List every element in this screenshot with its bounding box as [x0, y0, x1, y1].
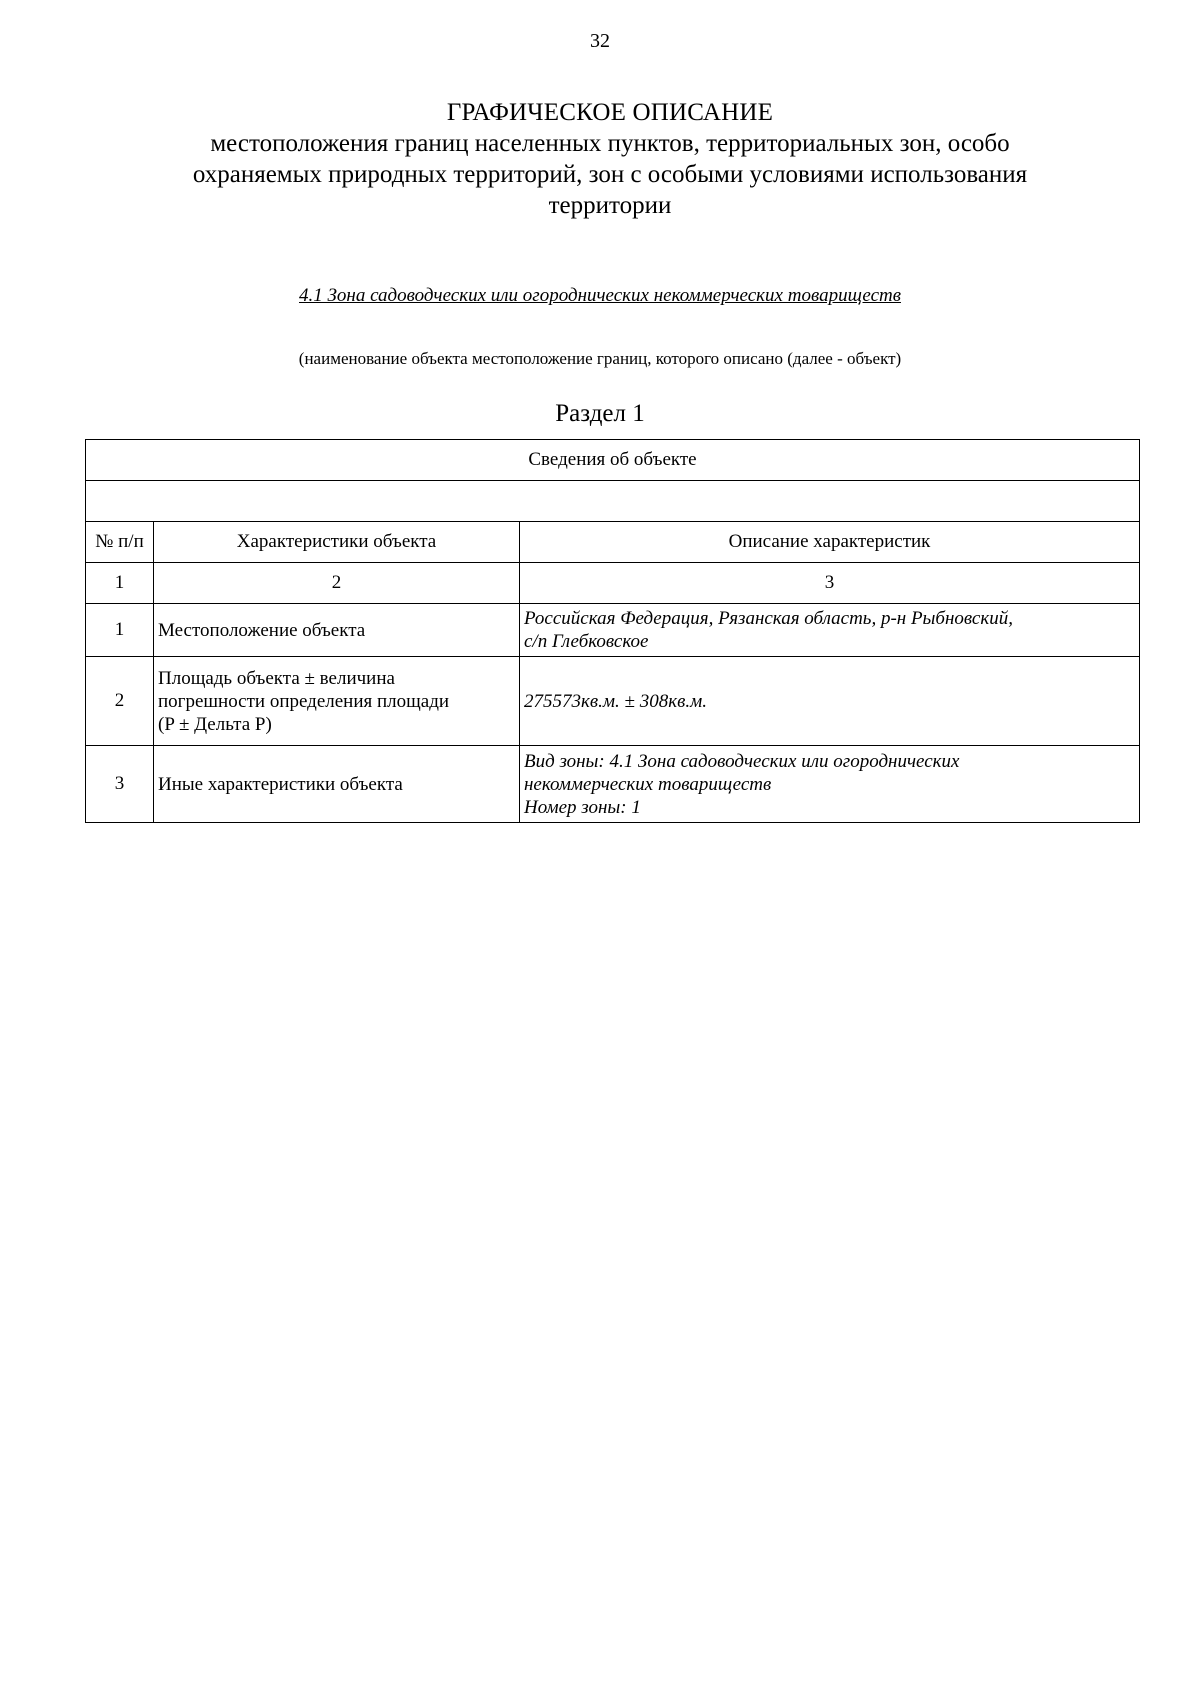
header-characteristic: Характеристики объекта — [154, 522, 520, 563]
title-main: ГРАФИЧЕСКОЕ ОПИСАНИЕ — [446, 99, 774, 126]
title-subtitle-line: территории — [548, 192, 672, 219]
characteristic-line: Иные характеристики объекта — [158, 773, 403, 795]
title-subtitle-line: охраняемых природных территорий, зон с особыми условиями использования — [192, 161, 1028, 188]
description-line: Российская Федерация, Рязанская область, р-н Рыбновский, — [524, 608, 1013, 629]
table-row — [86, 746, 1140, 823]
object-name: 4.1 Зона садоводческих или огороднических некоммерческих товариществ — [299, 285, 901, 306]
characteristic-line: Местоположение объекта — [158, 619, 366, 641]
table-title-row — [86, 440, 1140, 481]
table-empty-row — [86, 481, 1140, 522]
table-row — [86, 604, 1140, 657]
object-info-table — [85, 439, 1140, 823]
table-index-row — [86, 563, 1140, 604]
description-line: 275573кв.м. ± 308кв.м. — [524, 690, 707, 712]
empty-cell — [86, 481, 1140, 522]
row-characteristic — [154, 604, 520, 657]
index-cell: 2 — [154, 563, 520, 604]
characteristic-line: погрешности определения площади — [158, 690, 450, 712]
table-title: Сведения об объекте — [86, 440, 1140, 481]
description-line: Номер зоны: 1 — [524, 796, 641, 818]
row-description — [520, 746, 1140, 823]
row-description — [520, 604, 1140, 657]
characteristic-line: (P ± Дельта P) — [158, 713, 272, 735]
header-description: Описание характеристик — [520, 522, 1140, 563]
index-cell: 3 — [520, 563, 1140, 604]
object-caption: (наименование объекта местоположение границ, которого описано (далее - объект) — [298, 349, 902, 368]
section-title: Раздел 1 — [555, 400, 645, 427]
document-title — [120, 98, 1100, 221]
table-row — [86, 657, 1140, 746]
row-num: 3 — [86, 746, 154, 823]
row-characteristic — [154, 657, 520, 746]
description-line: некоммерческих товариществ — [524, 773, 772, 795]
page-number: 32 — [590, 30, 610, 52]
index-cell: 1 — [86, 563, 154, 604]
table-header-row — [86, 522, 1140, 563]
characteristic-line: Площадь объекта ± величина — [158, 667, 395, 689]
row-characteristic — [154, 746, 520, 823]
row-description — [520, 657, 1140, 746]
description-line: Вид зоны: 4.1 Зона садоводческих или огороднических — [524, 750, 960, 772]
header-num: № п/п — [86, 522, 154, 563]
description-line: с/п Глебковское — [524, 631, 649, 652]
row-num: 2 — [86, 657, 154, 746]
row-num: 1 — [86, 604, 154, 657]
title-subtitle-line: местоположения границ населенных пунктов, территориальных зон, особо — [210, 130, 1010, 157]
